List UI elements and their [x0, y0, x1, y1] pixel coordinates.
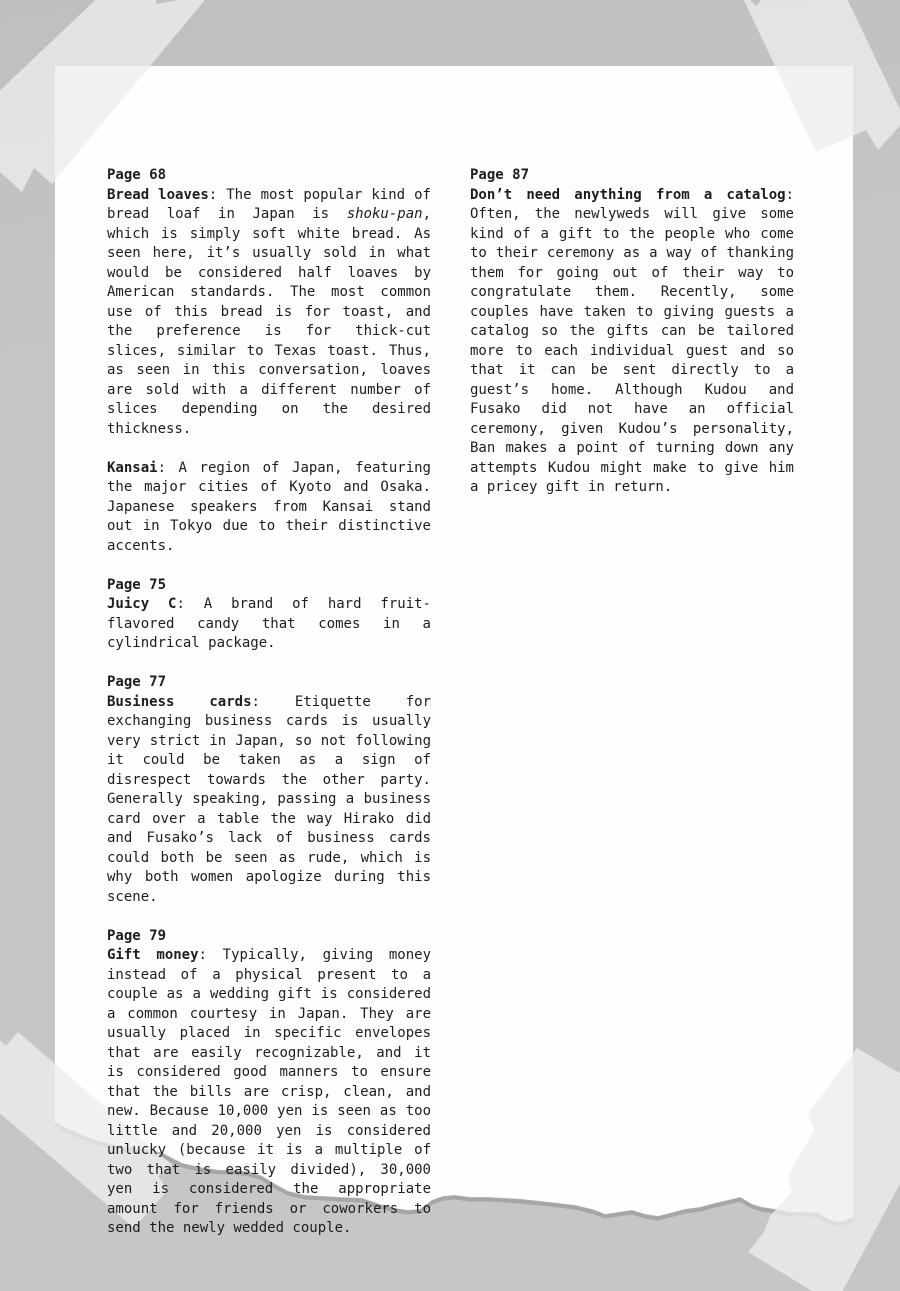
body-text: , which is simply soft white bread. As seen here, it’s usually sold in what would be considered half loaves by American standards. The most common use of this bread is for toast, and the preference is for thick-cut slices, similar to Texas toast. Thus, as seen in this conversation, loaves are sold with a different number of slices depending on the desired thickness. [107, 206, 431, 437]
note-paragraph [107, 459, 431, 557]
page-label: Page 77 [107, 674, 167, 690]
note-section [107, 166, 431, 556]
body-text: : Often, the newlyweds will give some kind of a gift to the people who come to their ceremony as a way of thanking them for going out of their way to congratulate them. Recently, some couples have taken to giving guests a catalog so the gifts can be tailored more to each individual guest and so that it can be sent directly to a guest’s home. Although Kudou and Fusako did not have an official ceremony, given Kudou’s personality, Ban makes a point of turning down any attempts Kudou might make to give him a pricey gift in return. [470, 186, 794, 495]
body-text: : Etiquette for exchanging business cards is usually very strict in Japan, so not following it could be taken as a sign of disrespect towards the other party. Generally speaking, passing a business card over a table the way Hirako did and Fusako’s lack of business cards could both be seen as rude, which is why both women apologize during this scene. [107, 693, 431, 905]
note-term: Bread loaves [107, 186, 209, 203]
body-text: : The most popular kind of bread loaf in Japan is [107, 186, 431, 222]
body-text: : Typically, giving money instead of a physical present to a couple as a wedding gift is considered a common courtesy in Japan. They are usually placed in specific envelopes that are easily recognizable, and it is considered good manners to ensure that the bills are crisp, clean, and new. Because 10,000 yen is seen as too little and 20,000 yen is considered unlucky (because it is a multiple of two that is easily divided), 30,000 yen is considered the appropriate amount for friends or coworkers to send the newly wedded couple. [107, 947, 432, 1236]
notes-columns [107, 166, 794, 1239]
note-paragraph [107, 595, 431, 654]
note-term: Kansai [107, 459, 158, 476]
note-section [470, 166, 794, 498]
page-label: Page 75 [107, 576, 167, 593]
italic-text: shoku-pan [346, 206, 423, 222]
page-label: Page 68 [107, 167, 167, 183]
note-paragraph [470, 186, 794, 498]
note-paragraph [107, 186, 431, 440]
notes-column-left [107, 166, 431, 1239]
page-label: Page 87 [470, 167, 530, 183]
note-paragraph [107, 693, 431, 908]
note-term: Gift money [107, 947, 199, 963]
note-paragraph [107, 946, 431, 1239]
note-section [107, 576, 431, 654]
note-term: Juicy C [107, 596, 177, 612]
note-term: Don’t need anything from a catalog [470, 186, 786, 203]
page-label: Page 79 [107, 927, 167, 944]
note-section [107, 927, 431, 1239]
body-text: : A brand of hard fruit-flavored candy that comes in a cylindrical package. [107, 596, 431, 651]
note-section [107, 673, 431, 907]
notes-column-right [470, 166, 794, 1239]
body-text: : A region of Japan, featuring the major cities of Kyoto and Osaka. Japanese speakers from Kansai stand out in Tokyo due to their distinctive accents. [107, 459, 431, 554]
note-term: Business cards [107, 693, 252, 710]
